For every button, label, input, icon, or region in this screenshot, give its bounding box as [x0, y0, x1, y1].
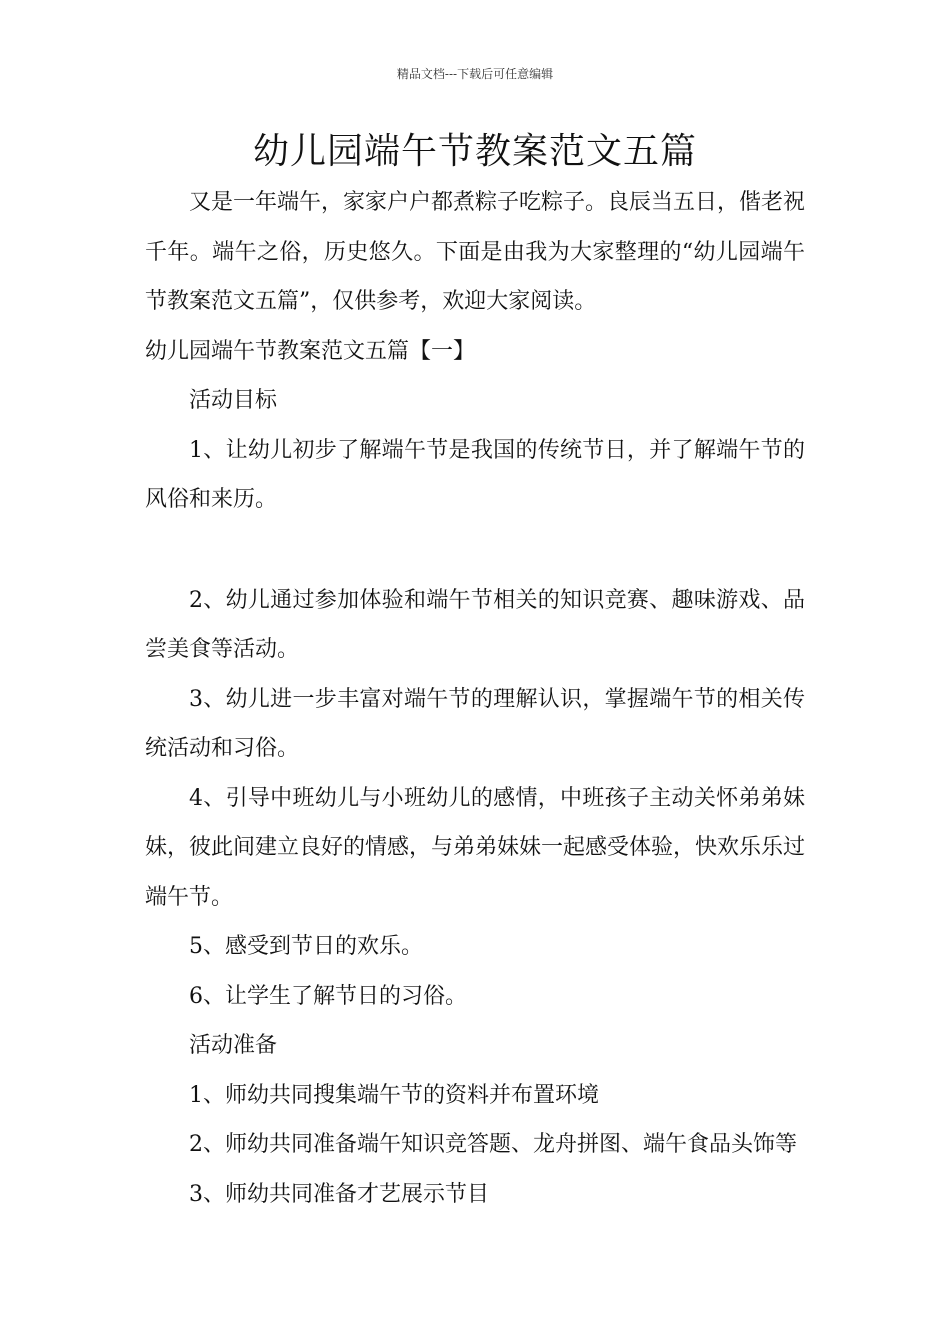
- goal-item-1: 1、让幼儿初步了解端午节是我国的传统节日，并了解端午节的风俗和来历。: [145, 437, 805, 512]
- page-header-note: 精品文档---下载后可任意编辑: [396, 67, 554, 81]
- goal-item-5: 5、感受到节日的欢乐。: [189, 934, 423, 959]
- prep-heading: 活动准备: [189, 1033, 278, 1058]
- goal-item-6: 6、让学生了解节日的习俗。: [189, 983, 467, 1009]
- section-heading: 幼儿园端午节教案范文五篇【一】: [145, 338, 476, 364]
- paragraph-gap: [145, 525, 805, 576]
- goal-item-2: 2、幼儿通过参加体验和端午节相关的知识竞赛、趣味游戏、品尝美食等活动。: [145, 587, 805, 662]
- goal-item-3: 3、幼儿进一步丰富对端午节的理解认识，掌握端午节的相关传统活动和习俗。: [145, 686, 805, 761]
- document-title: 幼儿园端午节教案范文五篇: [252, 131, 697, 172]
- prep-item-1: 1、师幼共同搜集端午节的资料并布置环境: [189, 1082, 599, 1108]
- intro-paragraph: 又是一年端午，家家户户都煮粽子吃粽子。良辰当五日，偕老祝千年。端午之俗，历史悠久。下面是由我为大家整理的“幼儿园端午节教案范文五篇”，仅供参考，欢迎大家阅读。: [145, 190, 806, 314]
- goal-item-4: 4、引导中班幼儿与小班幼儿的感情，中班孩子主动关怀弟弟妹妹，彼此间建立良好的情感，与弟弟妹妹一起感受体验，快欢乐乐过端午节。: [145, 785, 806, 910]
- prep-item-2: 2、师幼共同准备端午知识竞答题、龙舟拼图、端午食品头饰等: [189, 1132, 797, 1157]
- goals-heading: 活动目标: [189, 388, 278, 413]
- prep-item-3: 3、师幼共同准备才艺展示节目: [189, 1181, 489, 1207]
- document-body: [145, 178, 805, 1219]
